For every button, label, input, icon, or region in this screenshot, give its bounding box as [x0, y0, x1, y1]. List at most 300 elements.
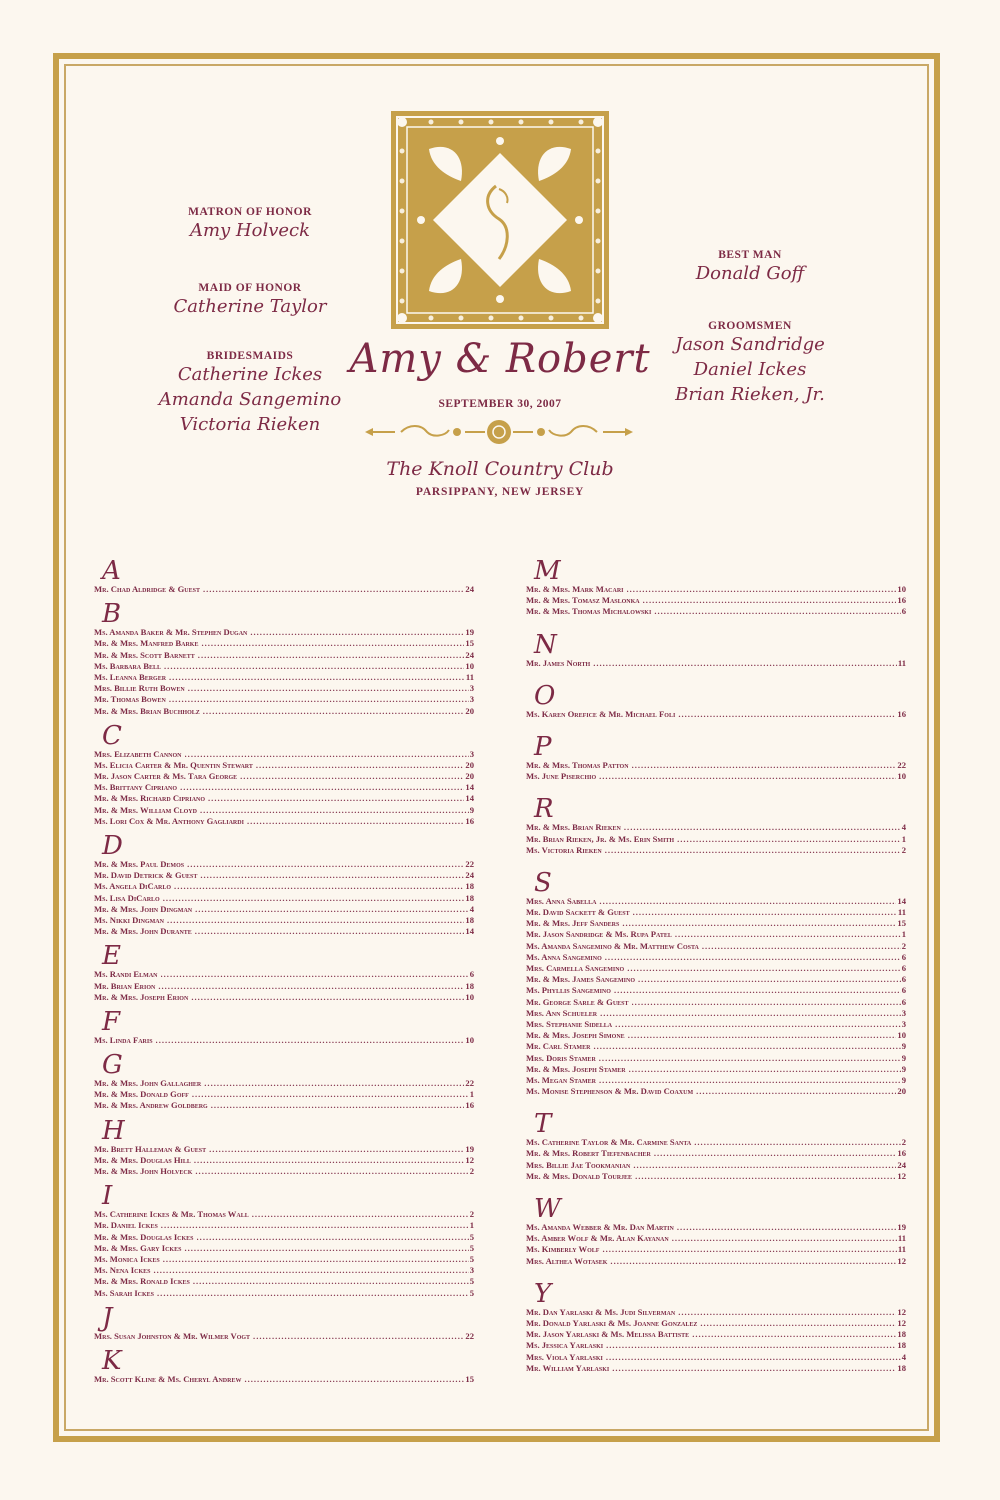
- table-number: 1: [469, 1220, 474, 1231]
- guest-name: Mr. & Mrs. John Dingman: [94, 903, 193, 914]
- section-letter: W: [534, 1194, 561, 1224]
- dot-leader: [599, 896, 896, 907]
- dot-leader: [606, 1352, 901, 1363]
- guest-entry: [526, 1148, 906, 1159]
- guest-name: Mr. & Mrs. Tomasz Maslonka: [526, 595, 640, 606]
- letter-section-k: [94, 1345, 474, 1391]
- guest-name: Ms. Jessica Yarlaski: [526, 1340, 604, 1351]
- guest-name: Mr. & Mrs. Brian Rieken: [526, 822, 621, 833]
- section-spacer: [526, 1267, 906, 1281]
- guest-entry: [526, 1329, 906, 1340]
- letter-section-w: [526, 1196, 906, 1281]
- dot-leader: [610, 1256, 896, 1267]
- guest-entry: [94, 1331, 474, 1342]
- venue-location: PARSIPPANY, NEW JERSEY: [415, 486, 585, 498]
- dot-leader: [633, 907, 897, 918]
- table-number: 16: [465, 1100, 474, 1111]
- guest-entry: [526, 1075, 906, 1086]
- dot-leader: [169, 694, 469, 705]
- guest-name: Mr. Brian Erion: [94, 980, 156, 991]
- dot-leader: [195, 1166, 468, 1177]
- table-number: 14: [465, 793, 474, 804]
- guest-entry: [526, 1053, 906, 1064]
- guest-entry: [94, 1100, 474, 1111]
- dot-leader: [163, 893, 465, 904]
- guest-name: Mr. & Mrs. Thomas Patton: [526, 759, 629, 770]
- dot-leader: [240, 771, 464, 782]
- table-number: 9: [469, 804, 474, 815]
- guest-name: Mr. & Mrs. John Durante: [94, 926, 192, 937]
- letter-section-c: [94, 720, 474, 833]
- guest-entry: [526, 1307, 906, 1318]
- guest-entry: [526, 896, 906, 907]
- table-number: 20: [465, 705, 474, 716]
- guest-name: Mr. & Mrs. Douglas Hill: [94, 1154, 191, 1165]
- guest-name: Ms. Victoria Rieken: [526, 844, 602, 855]
- guest-entry: [94, 1265, 474, 1276]
- guest-entry: [94, 915, 474, 926]
- table-number: 22: [465, 1330, 474, 1341]
- guest-name: Ms. Monica Ickes: [94, 1253, 160, 1264]
- guest-entry: [94, 650, 474, 661]
- table-number: 10: [897, 1030, 906, 1041]
- letter-section-r: [526, 796, 906, 870]
- table-number: 19: [465, 627, 474, 638]
- table-number: 6: [901, 951, 906, 962]
- table-number: 18: [465, 914, 474, 925]
- table-number: 2: [901, 940, 906, 951]
- table-number: 2: [901, 1137, 906, 1148]
- guest-entry: [94, 782, 474, 793]
- dot-leader: [599, 1075, 901, 1086]
- table-number: 11: [897, 1233, 906, 1244]
- seating-column-right: [526, 558, 906, 1388]
- guest-name: Mr. David Sackett & Guest: [526, 907, 630, 918]
- table-number: 15: [897, 918, 906, 929]
- section-spacer: [526, 618, 906, 632]
- section-spacer: [526, 669, 906, 683]
- guest-name: Mr. & Mrs. Manfred Barke: [94, 638, 199, 649]
- table-number: 5: [469, 1287, 474, 1298]
- guest-entry: [526, 834, 906, 845]
- guest-entry: [526, 1233, 906, 1244]
- guest-entry: [94, 1374, 474, 1385]
- dot-leader: [678, 1307, 896, 1318]
- guest-name: Ms. Megan Stamer: [526, 1074, 597, 1085]
- guest-name: Ms. Nikki Dingman: [94, 914, 164, 925]
- guest-name: Mr. & Mrs. Joseph Stamer: [526, 1063, 626, 1074]
- dot-leader: [164, 661, 464, 672]
- dot-leader: [605, 952, 901, 963]
- table-number: 2: [469, 1166, 474, 1176]
- table-number: 5: [469, 1242, 474, 1253]
- section-letter: K: [102, 1345, 122, 1376]
- guest-name: Mr. & Mrs. Andrew Goldberg: [94, 1100, 208, 1111]
- guest-entry: [526, 997, 906, 1008]
- guest-entry: [526, 1030, 906, 1041]
- dot-leader: [195, 904, 469, 915]
- groomsman-name: Daniel Ickes: [693, 359, 807, 380]
- guest-entry: [526, 1160, 906, 1171]
- table-number: 16: [465, 815, 474, 826]
- table-number: 6: [901, 996, 906, 1007]
- guest-name: Ms. Amber Wolf & Mr. Alan Kayanan: [526, 1233, 669, 1244]
- guest-entry: [526, 595, 906, 606]
- dot-leader: [161, 1220, 469, 1231]
- guest-entry: [526, 845, 906, 856]
- guest-entry: [526, 584, 906, 595]
- guest-name: Mr. & Mrs. Robert Tiefenbacher: [526, 1148, 651, 1159]
- section-letter: T: [534, 1109, 552, 1140]
- table-number: 10: [897, 771, 906, 782]
- guest-entry: [94, 881, 474, 892]
- table-number: 11: [897, 657, 906, 668]
- table-number: 14: [897, 895, 906, 906]
- table-number: 5: [469, 1253, 474, 1264]
- dot-leader: [250, 627, 464, 638]
- dot-leader: [256, 760, 465, 771]
- guest-name: Mrs. Elizabeth Cannon: [94, 748, 182, 759]
- dot-leader: [633, 1160, 896, 1171]
- table-number: 4: [901, 1351, 906, 1362]
- bridesmaid-name: Victoria Rieken: [179, 414, 321, 435]
- guest-entry: [526, 952, 906, 963]
- guest-entry: [94, 661, 474, 672]
- section-letter: C: [102, 720, 122, 751]
- guest-entry: [526, 1352, 906, 1363]
- table-number: 3: [469, 1265, 474, 1276]
- section-spacer: [526, 1097, 906, 1111]
- guest-name: Mrs. Viola Yarlaski: [526, 1351, 603, 1362]
- guest-entry: [94, 859, 474, 870]
- guest-name: Ms. Amanda Webber & Mr. Dan Martin: [526, 1222, 674, 1232]
- monogram-crest-icon: [391, 111, 609, 329]
- letter-section-o: [526, 680, 906, 734]
- table-number: 1: [901, 929, 906, 940]
- dot-leader: [188, 683, 469, 694]
- guest-name: Mr. & Mrs. Gary Ickes: [94, 1242, 182, 1253]
- dot-leader: [629, 1064, 901, 1075]
- bridesmaids-label: BRIDESMAIDS: [206, 350, 294, 362]
- section-letter: G: [102, 1050, 123, 1081]
- guest-name: Ms. Kimberly Wolf: [526, 1244, 600, 1255]
- guest-entry: [94, 992, 474, 1003]
- table-number: 3: [469, 748, 474, 759]
- dot-leader: [600, 1008, 901, 1019]
- guest-name: Mr. George Sarle & Guest: [526, 996, 629, 1007]
- dot-leader: [675, 929, 901, 940]
- guest-entry: [526, 1041, 906, 1052]
- guest-entry: [94, 771, 474, 782]
- guest-name: Ms. Lisa DiCarlo: [94, 892, 160, 903]
- dot-leader: [193, 1276, 469, 1287]
- guest-entry: [94, 672, 474, 683]
- letter-section-m: [526, 558, 906, 632]
- guest-name: Mr. & Mrs. Donald Tourjee: [526, 1170, 633, 1181]
- guest-name: Mr. & Mrs. Paul Demos: [94, 859, 185, 869]
- guest-entry: [526, 963, 906, 974]
- guest-entry: [526, 606, 906, 617]
- guest-name: Mr. & Mrs. Donald Goff: [94, 1089, 189, 1100]
- guest-entry: [94, 870, 474, 881]
- guest-entry: [526, 709, 906, 720]
- guest-entry: [526, 760, 906, 771]
- dot-leader: [187, 859, 464, 870]
- seating-column-left: [94, 558, 474, 1391]
- table-number: 6: [469, 969, 474, 980]
- guest-name: Mrs. Doris Stamer: [526, 1052, 596, 1063]
- guest-name: Ms. Randi Elman: [94, 969, 158, 980]
- section-spacer: [526, 1182, 906, 1196]
- guest-name: Ms. Catherine Ickes & Mr. Thomas Wall: [94, 1209, 249, 1220]
- table-number: 22: [465, 1078, 474, 1089]
- dot-leader: [692, 1329, 896, 1340]
- letter-section-y: [526, 1278, 906, 1388]
- guest-name: Ms. Monise Stephenson & Mr. David Coaxum: [526, 1086, 694, 1097]
- groomsman-name: Brian Rieken, Jr.: [675, 384, 825, 405]
- section-letter: D: [102, 831, 123, 861]
- guest-name: Mr. & Mrs. John Gallagher: [94, 1078, 202, 1089]
- guest-entry: [526, 1171, 906, 1182]
- guest-name: Mr. & Mrs. Jeff Sanders: [526, 918, 620, 929]
- guest-name: Mrs. Billie Jae Tookmanian: [526, 1159, 631, 1170]
- guest-entry: [526, 1340, 906, 1351]
- letter-section-j: [94, 1302, 474, 1348]
- table-number: 9: [901, 1052, 906, 1063]
- guest-name: Mr. Jason Sandridge & Ms. Rupa Patel: [526, 929, 672, 940]
- guest-entry: [94, 638, 474, 649]
- guest-entry: [94, 1144, 474, 1155]
- dot-leader: [153, 1265, 468, 1276]
- guest-name: Ms. Phyllis Sangemino: [526, 985, 611, 996]
- dot-leader: [627, 584, 897, 595]
- couple-names: Amy & Robert: [349, 336, 651, 382]
- dot-leader: [191, 992, 464, 1003]
- table-number: 18: [897, 1340, 906, 1351]
- section-spacer: [526, 720, 906, 734]
- section-letter: F: [102, 1006, 121, 1037]
- guest-name: Mrs. Stephanie Sidella: [526, 1018, 613, 1029]
- matron-of-honor-block: [150, 206, 350, 243]
- guest-entry: [94, 749, 474, 760]
- section-spacer: [526, 1374, 906, 1388]
- guest-name: Mr. Brett Halleman & Guest: [94, 1143, 207, 1154]
- guest-entry: [94, 816, 474, 827]
- section-spacer: [526, 856, 906, 870]
- section-letter: E: [102, 941, 121, 972]
- guest-entry: [526, 1064, 906, 1075]
- guest-entry: [94, 1276, 474, 1287]
- guest-entry: [526, 918, 906, 929]
- table-number: 9: [901, 1074, 906, 1085]
- table-number: 11: [465, 671, 474, 682]
- dot-leader: [252, 1209, 469, 1220]
- table-number: 12: [465, 1154, 474, 1165]
- dot-leader: [200, 870, 464, 881]
- table-number: 3: [469, 694, 474, 705]
- dot-leader: [204, 1078, 464, 1089]
- table-number: 19: [465, 1143, 474, 1154]
- guest-name: Mr. & Mrs. Joseph Simone: [526, 1030, 625, 1041]
- guest-entry: [94, 1089, 474, 1100]
- guest-entry: [94, 793, 474, 804]
- guest-name: Mr. Dan Yarlaski & Ms. Judi Silverman: [526, 1306, 676, 1317]
- section-spacer: [526, 782, 906, 796]
- section-letter: P: [534, 731, 552, 762]
- table-number: 1: [469, 1089, 474, 1100]
- guest-name: Mrs. Carmella Sangemino: [526, 963, 625, 973]
- dot-leader: [163, 1254, 469, 1265]
- dot-leader: [622, 918, 896, 929]
- dot-leader: [157, 1288, 469, 1299]
- guest-entry: [526, 1318, 906, 1329]
- guest-name: Mrs. Anna Sabella: [526, 895, 597, 906]
- table-number: 12: [897, 1317, 906, 1328]
- guest-entry: [526, 1222, 906, 1233]
- guest-name: Ms. Linda Faris: [94, 1034, 153, 1045]
- dot-leader: [632, 997, 901, 1008]
- guest-entry: [94, 760, 474, 771]
- letter-section-a: [94, 558, 474, 601]
- dot-leader: [195, 926, 465, 937]
- dot-leader: [599, 771, 896, 782]
- dot-leader: [200, 805, 469, 816]
- guest-entry: [94, 1035, 474, 1046]
- dot-leader: [156, 1035, 465, 1046]
- guest-entry: [94, 1288, 474, 1299]
- dot-leader: [180, 782, 464, 793]
- table-number: 14: [465, 782, 474, 793]
- dot-leader: [169, 672, 465, 683]
- letter-section-s: [526, 867, 906, 1111]
- table-number: 9: [901, 1041, 906, 1052]
- flourish-divider-icon: [365, 418, 633, 446]
- wedding-date: SEPTEMBER 30, 2007: [438, 398, 562, 410]
- dot-leader: [198, 650, 465, 661]
- dot-leader: [672, 1233, 897, 1244]
- guest-entry: [526, 1019, 906, 1030]
- dot-leader: [624, 822, 901, 833]
- guest-name: Mr. Jason Carter & Ms. Tara George: [94, 771, 238, 782]
- dot-leader: [627, 963, 900, 974]
- letter-section-f: [94, 1006, 474, 1052]
- guest-name: Mr. & Mrs. Mark Macari: [526, 584, 624, 594]
- section-letter: S: [534, 867, 552, 898]
- guest-entry: [526, 1244, 906, 1255]
- guest-name: Mrs. Susan Johnston & Mr. Wilmer Vogt: [94, 1330, 251, 1341]
- dot-leader: [185, 749, 469, 760]
- table-number: 16: [897, 708, 906, 719]
- guest-entry: [526, 1363, 906, 1374]
- dot-leader: [203, 706, 465, 717]
- guest-name: Ms. June Piserchio: [526, 771, 597, 782]
- section-spacer: [94, 1385, 474, 1391]
- table-number: 2: [469, 1209, 474, 1220]
- guest-name: Mr. & Mrs. Ronald Ickes: [94, 1276, 190, 1287]
- guest-name: Ms. Lori Cox & Mr. Anthony Gagliardi: [94, 815, 244, 826]
- dot-leader: [201, 638, 464, 649]
- guest-entry: [94, 1166, 474, 1177]
- table-number: 14: [465, 926, 474, 937]
- table-number: 5: [469, 1231, 474, 1242]
- guest-name: Mr. David Detrick & Guest: [94, 870, 198, 881]
- guest-entry: [526, 929, 906, 940]
- dot-leader: [602, 1244, 896, 1255]
- dot-leader: [628, 1030, 897, 1041]
- guest-entry: [526, 658, 906, 669]
- guest-name: Mr. & Mrs. William Cloyd: [94, 804, 197, 815]
- table-number: 11: [897, 907, 906, 918]
- guest-name: Ms. Catherine Taylor & Mr. Carmine Santa: [526, 1137, 692, 1148]
- table-number: 12: [897, 1170, 906, 1181]
- table-number: 20: [465, 771, 474, 782]
- guest-name: Mr. & Mrs. Thomas Michalowski: [526, 606, 652, 617]
- dot-leader: [632, 760, 897, 771]
- guest-name: Mr. William Yarlaski: [526, 1362, 610, 1373]
- table-number: 15: [465, 1373, 474, 1384]
- guest-name: Mr. Thomas Bowen: [94, 694, 166, 705]
- table-number: 18: [897, 1329, 906, 1340]
- guest-entry: [94, 1220, 474, 1231]
- dot-leader: [678, 709, 896, 720]
- table-number: 6: [901, 606, 906, 617]
- table-number: 6: [901, 985, 906, 996]
- guest-name: Ms. Anna Sangemino: [526, 951, 602, 962]
- guest-name: Mr. Donald Yarlaski & Ms. Joanne Gonzalez: [526, 1317, 698, 1328]
- dot-leader: [677, 834, 901, 845]
- dot-leader: [167, 915, 464, 926]
- dot-leader: [161, 969, 469, 980]
- table-number: 1: [901, 833, 906, 844]
- dot-leader: [605, 845, 901, 856]
- table-number: 22: [465, 859, 474, 869]
- guest-name: Ms. Brittany Cipriano: [94, 782, 178, 793]
- best-man-block: [650, 249, 850, 286]
- table-number: 18: [465, 892, 474, 903]
- guest-entry: [94, 694, 474, 705]
- dot-leader: [194, 1155, 465, 1166]
- table-number: 6: [901, 963, 906, 973]
- guest-name: Ms. Barbara Bell: [94, 660, 162, 671]
- bridesmaid-name: Catherine Ickes: [177, 364, 323, 385]
- dot-leader: [593, 658, 897, 669]
- dot-leader: [247, 816, 464, 827]
- table-number: 4: [901, 822, 906, 833]
- guest-entry: [94, 893, 474, 904]
- guest-name: Mr. & Mrs. Richard Cipriano: [94, 793, 206, 804]
- section-letter: M: [534, 556, 561, 586]
- section-letter: R: [534, 794, 554, 825]
- venue-name: The Knoll Country Club: [386, 458, 614, 480]
- guest-name: Mrs. Billie Ruth Bowen: [94, 683, 185, 694]
- guest-name: Ms. Elicia Carter & Mr. Quentin Stewart: [94, 759, 253, 770]
- table-number: 4: [469, 903, 474, 914]
- guest-entry: [526, 985, 906, 996]
- letter-section-b: [94, 601, 474, 723]
- table-number: 10: [465, 991, 474, 1002]
- guest-name: Ms. Amanda Baker & Mr. Stephen Dugan: [94, 627, 248, 638]
- dot-leader: [696, 1086, 896, 1097]
- dot-leader: [197, 1232, 469, 1243]
- guest-name: Ms. Angela DiCarlo: [94, 881, 172, 892]
- dot-leader: [694, 1137, 900, 1148]
- guest-entry: [94, 706, 474, 717]
- guest-name: Mr. & Mrs. John Holveck: [94, 1166, 193, 1176]
- section-letter: B: [102, 599, 122, 630]
- guest-name: Mr. Scott Kline & Ms. Cheryl Andrew: [94, 1373, 242, 1384]
- section-letter: I: [102, 1181, 113, 1212]
- letter-section-d: [94, 833, 474, 943]
